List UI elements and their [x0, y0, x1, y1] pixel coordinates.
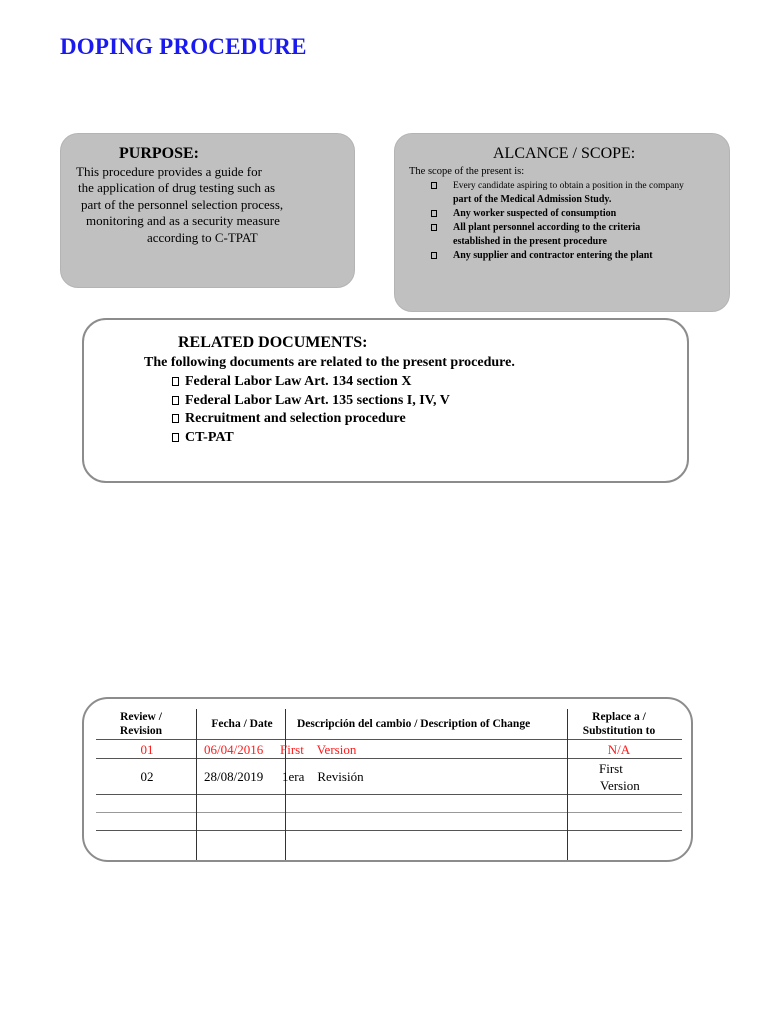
row2-description: 1era Revisión — [282, 769, 364, 784]
row2-replace — [599, 760, 640, 794]
purpose-line: monitoring and as a security measure — [86, 213, 280, 229]
purpose-box — [60, 133, 355, 288]
scope-heading: ALCANCE / SCOPE: — [493, 145, 636, 162]
related-item-text: Federal Labor Law Art. 135 sections I, IV, V — [185, 392, 450, 408]
row2-replace-line2: Version — [600, 778, 640, 793]
purpose-heading: PURPOSE: — [119, 145, 199, 162]
purpose-text — [61, 164, 321, 246]
related-item-text: CT-PAT — [185, 429, 234, 445]
bullet-icon — [172, 396, 179, 405]
bullet-icon — [431, 210, 437, 217]
header-review-line2: Revision — [119, 725, 163, 737]
table-rule — [96, 830, 682, 831]
table-rule — [96, 739, 682, 740]
header-date: Fecha / Date — [211, 718, 273, 730]
scope-item-text: Every candidate aspiring to obtain a position in the company — [453, 181, 684, 191]
scope-item-text: Any worker suspected of consumption — [453, 208, 617, 219]
row1-review: 01 — [140, 742, 154, 757]
scope-item — [395, 179, 729, 207]
related-item — [172, 410, 450, 429]
header-replace-line2: Substitution to — [582, 725, 656, 737]
row1-description: First Version — [280, 742, 357, 757]
purpose-line: part of the personnel selection process, — [81, 196, 284, 212]
related-item-text: Recruitment and selection procedure — [185, 411, 406, 426]
related-item-text: Federal Labor Law Art. 134 section X — [185, 374, 412, 389]
table-column-divider — [196, 709, 197, 862]
revision-table — [82, 697, 693, 862]
header-replace-line1: Replace a / — [592, 711, 646, 723]
row1-date: 06/04/2016 — [204, 742, 264, 757]
bullet-icon — [172, 377, 179, 386]
scope-item-text: All plant personnel according to the criteria — [453, 222, 641, 233]
bullet-icon — [172, 433, 179, 442]
scope-list — [395, 179, 729, 263]
header-review — [106, 710, 176, 738]
related-intro: The following documents are related to the present procedure. — [144, 355, 515, 370]
row2-replace-line1: First — [599, 761, 623, 776]
header-review-line1: Review / — [120, 711, 162, 723]
header-replace — [572, 710, 666, 738]
scope-item — [395, 249, 729, 263]
table-rule — [96, 794, 682, 795]
table-column-divider — [285, 709, 286, 862]
related-item — [172, 392, 450, 411]
scope-item-text: Any supplier and contractor entering the plant — [453, 250, 653, 261]
bullet-icon — [431, 224, 437, 231]
related-item — [172, 373, 450, 392]
row2-review: 02 — [140, 769, 154, 784]
table-rule — [96, 812, 682, 813]
scope-intro: The scope of the present is: — [409, 166, 525, 177]
purpose-line: according to C-TPAT — [147, 229, 258, 245]
header-description: Descripción del cambio / Description of Change — [297, 718, 531, 730]
row2-date: 28/08/2019 — [204, 769, 264, 784]
table-column-divider — [567, 709, 568, 862]
bullet-icon — [431, 182, 437, 189]
scope-box — [394, 133, 730, 312]
bullet-icon — [431, 252, 437, 259]
scope-item-cont: established in the present procedure — [453, 236, 607, 247]
bullet-icon — [172, 414, 179, 423]
purpose-line: This procedure provides a guide for — [76, 164, 262, 179]
scope-item — [395, 207, 729, 221]
scope-item-cont: part of the Medical Admission Study. — [453, 194, 612, 205]
related-list — [172, 373, 450, 447]
purpose-line: the application of drug testing such as — [78, 180, 276, 196]
table-rule — [96, 758, 682, 759]
scope-item — [395, 221, 729, 249]
related-item — [172, 429, 450, 448]
related-documents-box — [82, 318, 689, 483]
page-title: DOPING PROCEDURE — [60, 34, 307, 59]
related-heading: RELATED DOCUMENTS: — [178, 334, 368, 351]
row1-replace: N/A — [607, 742, 631, 757]
